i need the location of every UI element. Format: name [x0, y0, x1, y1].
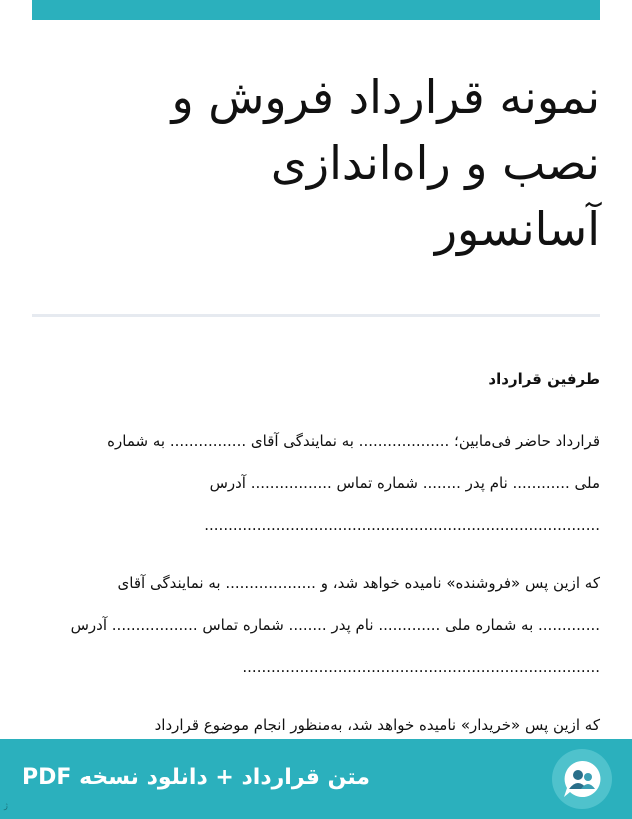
page-title	[32, 64, 600, 262]
paragraph-1-line-3: ...................................................................................	[204, 516, 600, 534]
paragraph-1-line-2: ملی ............ نام پدر ........ شماره تماس ................. آدرس	[209, 474, 600, 492]
logo-person-1-head	[573, 770, 583, 780]
download-banner[interactable]	[0, 739, 632, 819]
paragraph-1-line-1: قرارداد حاضر فی‌مابین؛ ................... به نمایندگی آقای ................ به شماره	[107, 432, 600, 450]
logo-bubble	[564, 761, 600, 797]
top-accent-bar	[32, 0, 600, 20]
paragraph-parties-seller	[32, 420, 600, 546]
paragraph-parties-buyer	[32, 562, 600, 688]
logo-person-2-head	[584, 773, 592, 781]
logo-graphic	[552, 749, 612, 809]
title-divider	[32, 314, 600, 317]
title-line-2: نصب و راه‌اندازی	[270, 136, 600, 190]
title-line-3: آسانسور	[434, 202, 600, 256]
paragraph-2-line-1: که ازین پس «فروشنده» نامیده خواهد شد، و ................... به نمایندگی آقای	[117, 574, 600, 592]
paragraph-3-line-1: که ازین پس «خریدار» نامیده خواهد شد، به‌منظور انجام موضوع قرارداد	[154, 716, 600, 734]
users-chat-icon	[552, 749, 612, 809]
download-banner-label[interactable]: متن قرارداد + دانلود نسخه PDF	[22, 765, 370, 790]
paragraph-2-line-2: ............. به شماره ملی ............. نام پدر ........ شماره تماس .................. آدرس	[70, 616, 600, 634]
corner-mark: ژ	[4, 801, 8, 810]
paragraph-2-line-3: ...........................................................................	[242, 658, 600, 676]
title-line-1: نمونه قرارداد فروش و	[171, 70, 600, 124]
section-heading-parties: طرفین قرارداد	[488, 370, 600, 388]
